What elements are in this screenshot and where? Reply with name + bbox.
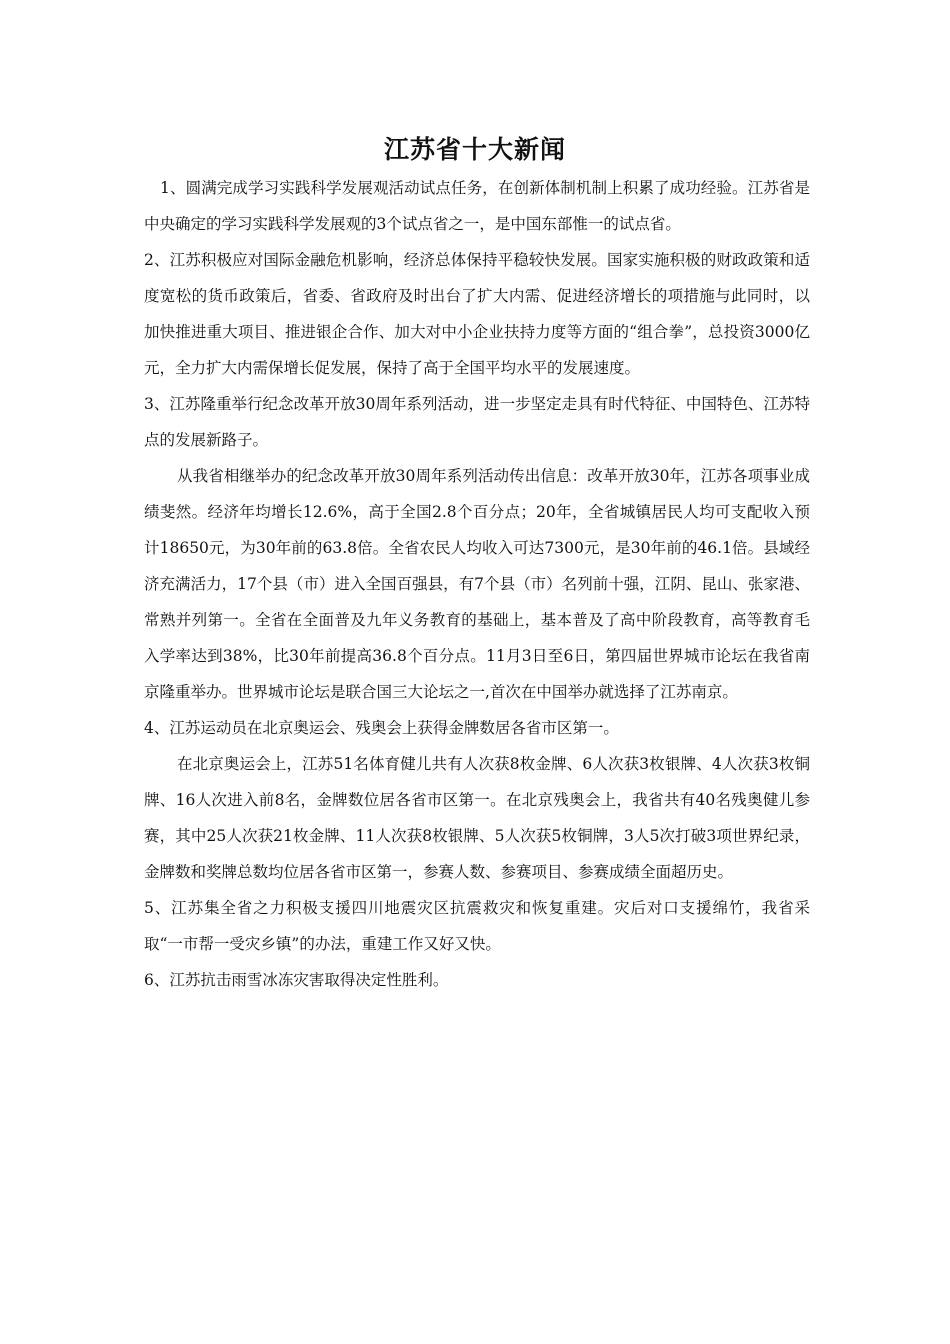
paragraph-news-4-detail: 在北京奥运会上，江苏51名体育健儿共有人次获8枚金牌、6人次获3枚银牌、4人次获3枚铜牌、16人次进入前8名，金牌数位居各省市区第一。在北京残奥会上，我省共有40名残奥健儿参赛，其中25人次获21枚金牌、11人次获8枚银牌、5人次获5枚铜牌，3人5次打破3项世界纪录，金牌数和奖牌总数均位居各省市区第一，参赛人数、参赛项目、参赛成绩全面超历史。 [144, 755, 810, 881]
paragraph-news-2: 2、江苏积极应对国际金融危机影响，经济总体保持平稳较快发展。国家实施积极的财政政策和适度宽松的货币政策后，省委、省政府及时出台了扩大内需、促进经济增长的项措施与此同时，以加快推进重大项目、推进银企合作、加大对中小企业扶持力度等方面的“组合拳”，总投资3000亿元，全力扩大内需保增长促发展，保持了高于全国平均水平的发展速度。 [144, 251, 810, 377]
paragraph-news-5: 5、江苏集全省之力积极支援四川地震灾区抗震救灾和恢复重建。灾后对口支援绵竹，我省采取“一市帮一受灾乡镇”的办法，重建工作又好又快。 [144, 899, 810, 953]
document-title: 江苏省十大新闻 [383, 135, 566, 164]
paragraph-news-4: 4、江苏运动员在北京奥运会、残奥会上获得金牌数居各省市区第一。 [144, 719, 619, 737]
paragraph-news-1: 1、圆满完成学习实践科学发展观活动试点任务，在创新体制机制上积累了成功经验。江苏省是中央确定的学习实践科学发展观的3个试点省之一，是中国东部惟一的试点省。 [144, 179, 810, 233]
paragraph-news-3: 3、江苏隆重举行纪念改革开放30周年系列活动，进一步坚定走具有时代特征、中国特色、江苏特点的发展新路子。 [144, 395, 810, 449]
paragraph-news-3-detail: 从我省相继举办的纪念改革开放30周年系列活动传出信息：改革开放30年，江苏各项事业成绩斐然。经济年均增长12.6%，高于全国2.8个百分点；20年，全省城镇居民人均可支配收入预计18650元，为30年前的63.8倍。全省农民人均收入可达7300元，是30年前的46.1倍。县域经济充满活力，17个县（市）进入全国百强县，有7个县（市）名列前十强，江阴、昆山、张家港、常熟并列第一。全省在全面普及九年义务教育的基础上，基本普及了高中阶段教育，高等教育毛入学率达到38%，比30年前提高36.8个百分点。11月3日至6日，第四届世界城市论坛在我省南京隆重举办。世界城市论坛是联合国三大论坛之一,首次在中国举办就选择了江苏南京。 [144, 467, 810, 701]
document-body [144, 170, 810, 998]
paragraph-news-6: 6、江苏抗击雨雪冰冻灾害取得决定性胜利。 [144, 971, 449, 989]
